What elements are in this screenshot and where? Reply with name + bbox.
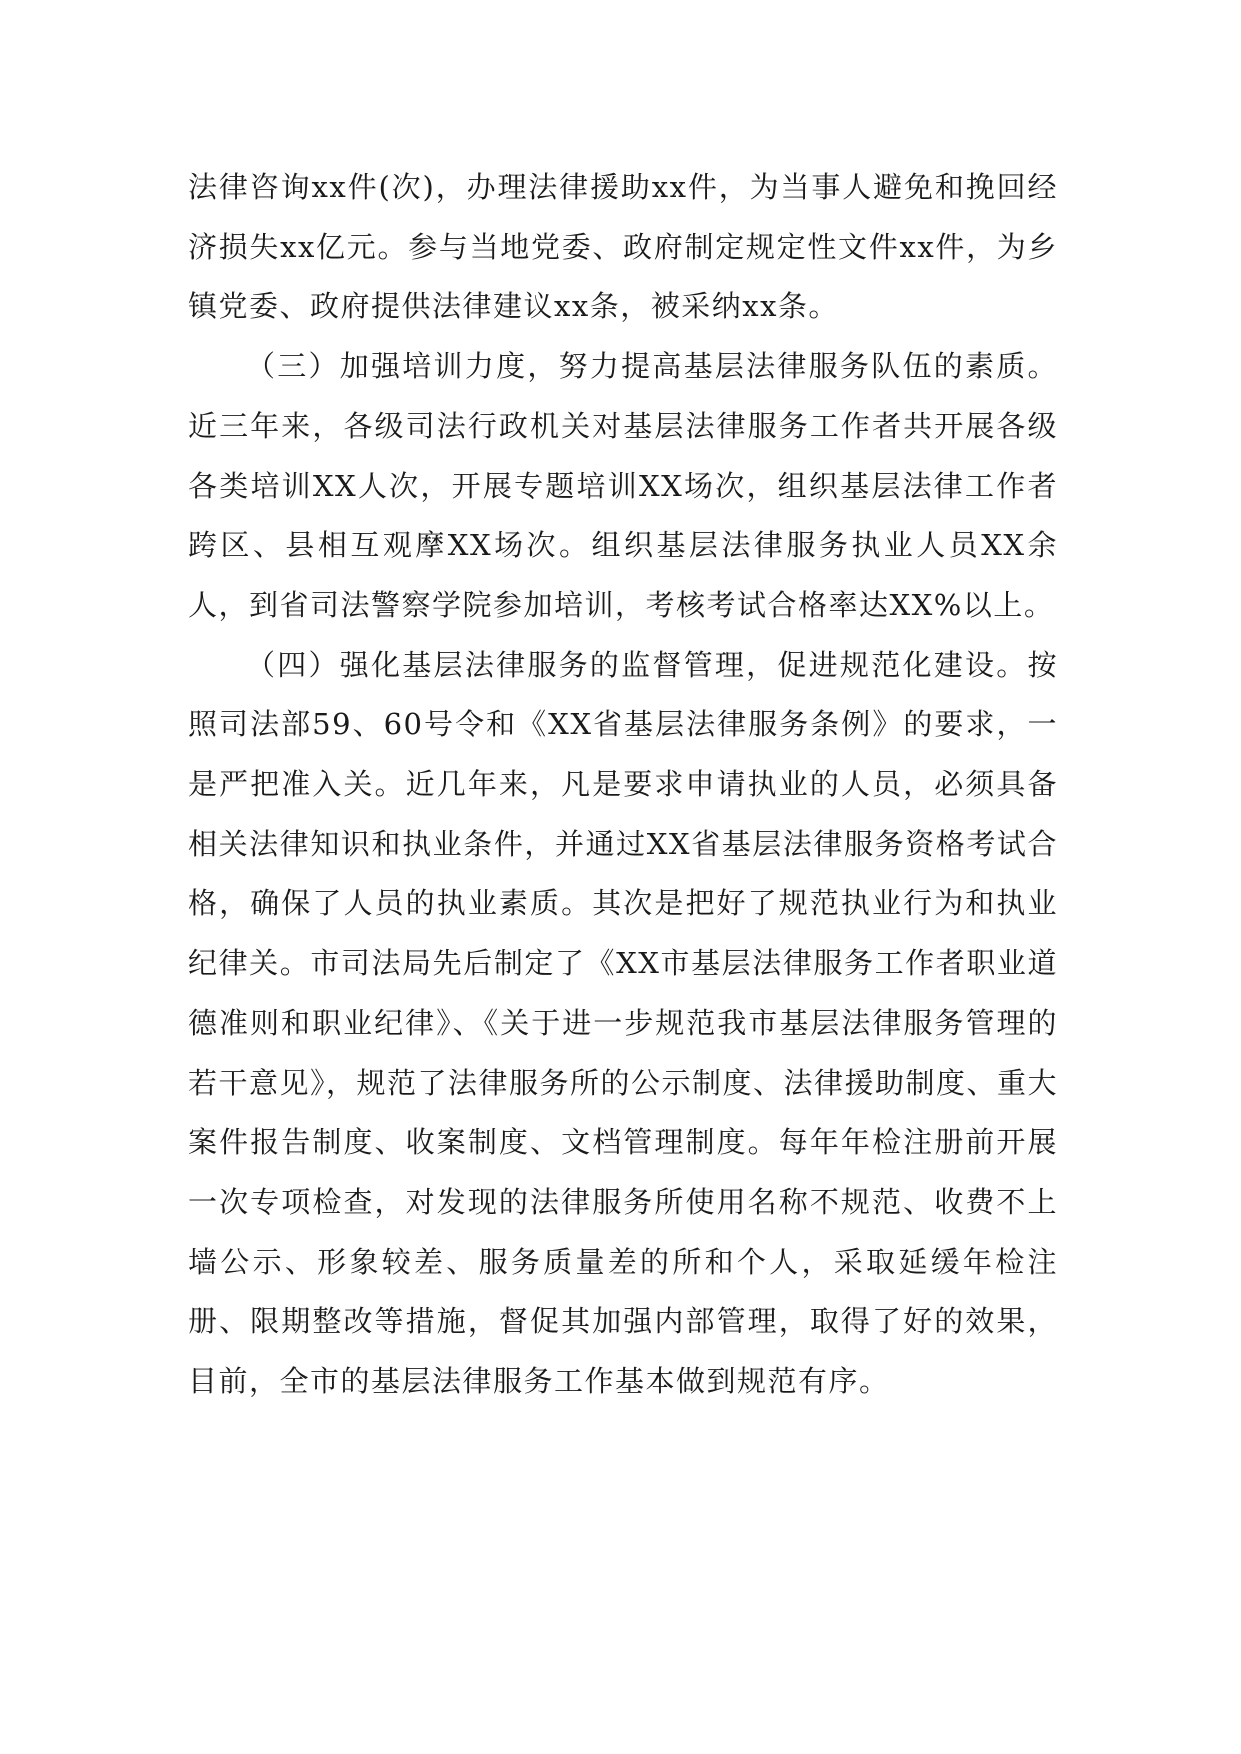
paragraph-section-3: （三）加强培训力度，努力提高基层法律服务队伍的素质。近三年来，各级司法行政机关对基层法律服务工作者共开展各级各类培训XX人次，开展专题培训XX场次，组织基层法律工作者跨区、县相互观摩XX场次。组织基层法律服务执业人员XX余人，到省司法警察学院参加培训，考核考试合格率达XX%以上。: [188, 349, 1058, 622]
document-body: [188, 158, 1058, 1412]
paragraph-continuation: 法律咨询xx件(次)，办理法律援助xx件，为当事人避免和挽回经济损失xx亿元。参与当地党委、政府制定规定性文件xx件，为乡镇党委、政府提供法律建议xx条，被采纳xx条。: [188, 170, 1058, 324]
paragraph-section-4: （四）强化基层法律服务的监督管理，促进规范化建设。按照司法部59、60号令和《XX省基层法律服务条例》的要求，一是严把准入关。近几年来，凡是要求申请执业的人员，必须具备相关法律知识和执业条件，并通过XX省基层法律服务资格考试合格，确保了人员的执业素质。其次是把好了规范执业行为和执业纪律关。市司法局先后制定了《XX市基层法律服务工作者职业道德准则和职业纪律》、《关于进一步规范我市基层法律服务管理的若干意见》，规范了法律服务所的公示制度、法律援助制度、重大案件报告制度、收案制度、文档管理制度。每年年检注册前开展一次专项检查，对发现的法律服务所使用名称不规范、收费不上墙公示、形象较差、服务质量差的所和个人，采取延缓年检注册、限期整改等措施，督促其加强内部管理，取得了好的效果，目前，全市的基层法律服务工作基本做到规范有序。: [188, 647, 1059, 1399]
